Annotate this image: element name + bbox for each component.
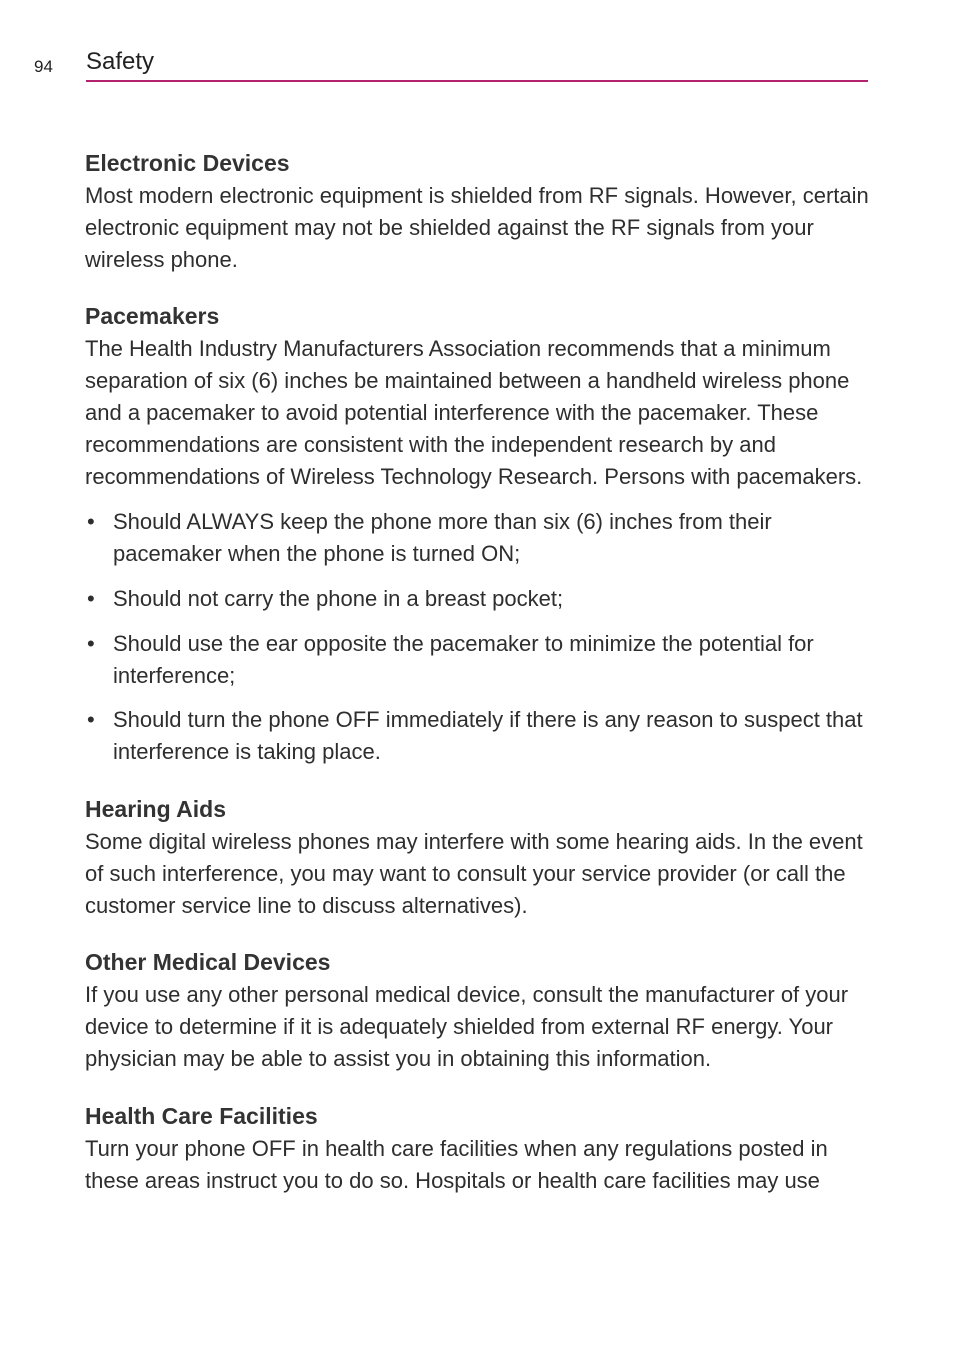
section-paragraph: If you use any other personal medical device, consult the manufacturer of your device to determine if it is adequately shielded from external RF energy. Your physician may be able to assist you in obtaining this information.	[85, 982, 849, 1071]
section-health-care-facilities	[85, 1099, 885, 1197]
section-paragraph: Most modern electronic equipment is shielded from RF signals. However, certain electronic equipment may not be shielded against the RF signals from your wireless phone.	[85, 183, 869, 272]
page-number: 94	[34, 57, 53, 76]
list-item-text: Should turn the phone OFF immediately if there is any reason to suspect that interference is taking place.	[113, 707, 863, 765]
list-item-text: Should use the ear opposite the pacemaker to minimize the potential for interference;	[113, 630, 814, 688]
section-paragraph: The Health Industry Manufacturers Association recommends that a minimum separation of six (6) inches be maintained between a handheld wireless phone and a pacemaker to avoid potential interference with the pacemaker. These recommendations are consistent with the independent research by and recommendations of Wireless Technology Research. Persons with pacemakers.	[85, 336, 863, 489]
section-hearing-aids	[85, 792, 885, 921]
list-item	[85, 704, 885, 768]
section-pacemakers	[85, 299, 885, 768]
section-heading: Health Care Facilities	[85, 1102, 318, 1129]
bullet-icon: •	[87, 585, 95, 611]
section-electronic-devices	[85, 146, 885, 275]
section-heading: Electronic Devices	[85, 150, 290, 176]
section-title: Safety	[86, 48, 155, 75]
list-item	[85, 628, 885, 692]
section-paragraph: Turn your phone OFF in health care facilities when any regulations posted in these areas instruct you to do so. Hospitals or health care facilities may use	[85, 1135, 828, 1193]
pacemaker-bullet-list	[85, 506, 885, 768]
section-heading: Hearing Aids	[85, 795, 227, 822]
list-item	[85, 506, 885, 570]
section-heading: Pacemakers	[85, 303, 220, 330]
page-content	[85, 146, 885, 1220]
bullet-icon: •	[87, 509, 95, 535]
bullet-icon: •	[87, 630, 95, 656]
list-item-text: Should not carry the phone in a breast pocket;	[113, 585, 564, 611]
section-heading: Other Medical Devices	[85, 949, 331, 976]
header-rule	[86, 80, 868, 82]
section-other-medical-devices	[85, 945, 885, 1074]
list-item-text: Should ALWAYS keep the phone more than six (6) inches from their pacemaker when the phone is turned ON;	[113, 509, 772, 567]
list-item	[85, 583, 885, 615]
bullet-icon: •	[87, 707, 95, 733]
section-paragraph: Some digital wireless phones may interfere with some hearing aids. In the event of such interference, you may want to consult your service provider (or call the customer service line to discuss alternatives).	[85, 828, 863, 918]
